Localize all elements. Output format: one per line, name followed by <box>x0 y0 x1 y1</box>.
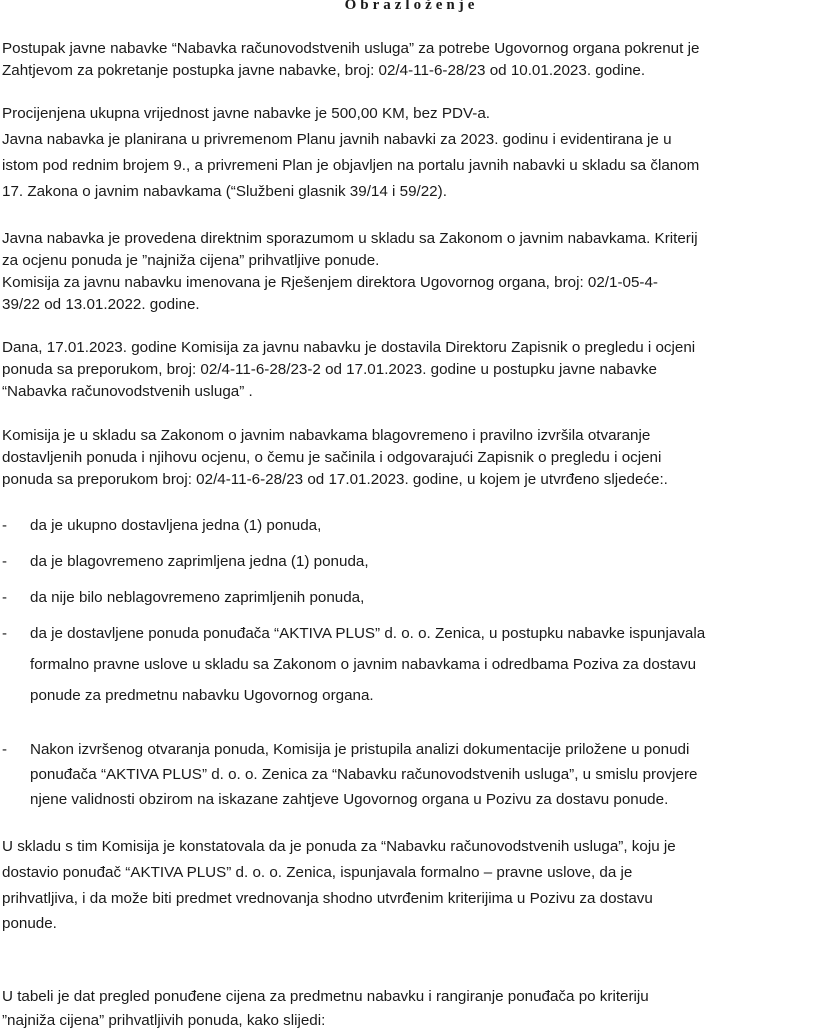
paragraph-line: Zahtjevom za pokretanje postupka javne nabavke, broj: 02/4-11-6-28/23 od 10.01.2023. godine. <box>2 62 646 79</box>
bullet-marker: - <box>2 517 7 534</box>
bullet-line: da je dostavljene ponuda ponuđača “AKTIVA PLUS” d. o. o. Zenica, u postupku nabavke ispunjavala <box>30 625 706 642</box>
paragraph-line: 39/22 od 13.01.2022. godine. <box>2 296 200 313</box>
paragraph-line: Procijenjena ukupna vrijednost javne nabavke je 500,00 KM, bez PDV-a. <box>2 105 490 122</box>
bullet-marker: - <box>2 741 7 758</box>
paragraph-line: “Nabavka računovodstvenih usluga” . <box>2 383 253 400</box>
paragraph-line: Javna nabavka je planirana u privremenom Planu javnih nabavki za 2023. godinu i evidentirana je u <box>2 131 672 148</box>
document-title: Obrazloženje <box>344 0 479 13</box>
bullet-line: ponuđača “AKTIVA PLUS” d. o. o. Zenica za “Nabavku računovodstvenih usluga”, u smislu provjere <box>30 766 698 783</box>
paragraph-line: Dana, 17.01.2023. godine Komisija za javnu nabavku je dostavila Direktoru Zapisnik o pregledu i ocjeni <box>2 339 696 356</box>
bullet-line: da je ukupno dostavljena jedna (1) ponuda, <box>30 517 322 534</box>
paragraph-line: ponude. <box>2 915 57 932</box>
bullet-line: formalno pravne uslove u skladu sa Zakonom o javnim nabavkama i odredbama Poziva za dostavu <box>30 656 697 673</box>
paragraph-line: U tabeli je dat pregled ponuđene cijena za predmetnu nabavku i rangiranje ponuđača po kriteriju <box>2 988 649 1005</box>
bullet-line: njene validnosti obzirom na iskazane zahtjeve Ugovornog organa u Pozivu za dostavu ponude. <box>30 791 669 808</box>
paragraph-line: Javna nabavka je provedena direktnim sporazumom u skladu sa Zakonom o javnim nabavkama. Kriterij <box>2 230 698 247</box>
paragraph-line: ”najniža cijena” prihvatljivih ponuda, kako slijedi: <box>2 1012 326 1029</box>
bullet-line: da je blagovremeno zaprimljena jedna (1) ponuda, <box>30 553 369 570</box>
paragraph-line: prihvatljiva, i da može biti predmet vrednovanja shodno utvrđenim kriterijima u Pozivu za dostavu <box>2 890 653 907</box>
paragraph-line: Postupak javne nabavke “Nabavka računovodstvenih usluga” za potrebe Ugovornog organa pokrenut je <box>2 40 700 57</box>
paragraph-line: dostavljenih ponuda i njihovu ocjenu, o čemu je sačinila i odgovarajući Zapisnik o pregledu i ocjeni <box>2 449 662 466</box>
paragraph-line: ponuda sa preporukom broj: 02/4-11-6-28/23 od 17.01.2023. godine, u kojem je utvrđeno sljedeće:. <box>2 471 668 488</box>
paragraph-line: U skladu s tim Komisija je konstatovala da je ponuda za “Nabavku računovodstvenih usluga”, koju je <box>2 838 676 855</box>
bullet-marker: - <box>2 625 7 642</box>
bullet-marker: - <box>2 589 7 606</box>
paragraph-line: dostavio ponuđač “AKTIVA PLUS” d. o. o. Zenica, ispunjavala formalno – pravne uslove, da je <box>2 864 633 881</box>
paragraph-line: ponuda sa preporukom, broj: 02/4-11-6-28/23-2 od 17.01.2023. godine u postupku javne nabavke <box>2 361 657 378</box>
paragraph-line: 17. Zakona o javnim nabavkama (“Službeni glasnik 39/14 i 59/22). <box>2 183 447 200</box>
paragraph-line: istom pod rednim brojem 9., a privremeni Plan je objavljen na portalu javnih nabavki u skladu sa članom <box>2 157 700 174</box>
bullet-marker: - <box>2 553 7 570</box>
bullet-line: Nakon izvršenog otvaranja ponuda, Komisija je pristupila analizi dokumentacije priložene u ponudi <box>30 741 690 758</box>
paragraph-line: za ocjenu ponuda je ”najniža cijena” prihvatljive ponude. <box>2 252 380 269</box>
bullet-line: da nije bilo neblagovremeno zaprimljenih ponuda, <box>30 589 365 606</box>
paragraph-line: Komisija za javnu nabavku imenovana je Rješenjem direktora Ugovornog organa, broj: 02/1-05-4- <box>2 274 658 291</box>
paragraph-line: Komisija je u skladu sa Zakonom o javnim nabavkama blagovremeno i pravilno izvršila otvaranje <box>2 427 651 444</box>
bullet-line: ponude za predmetnu nabavku Ugovornog organa. <box>30 687 374 704</box>
